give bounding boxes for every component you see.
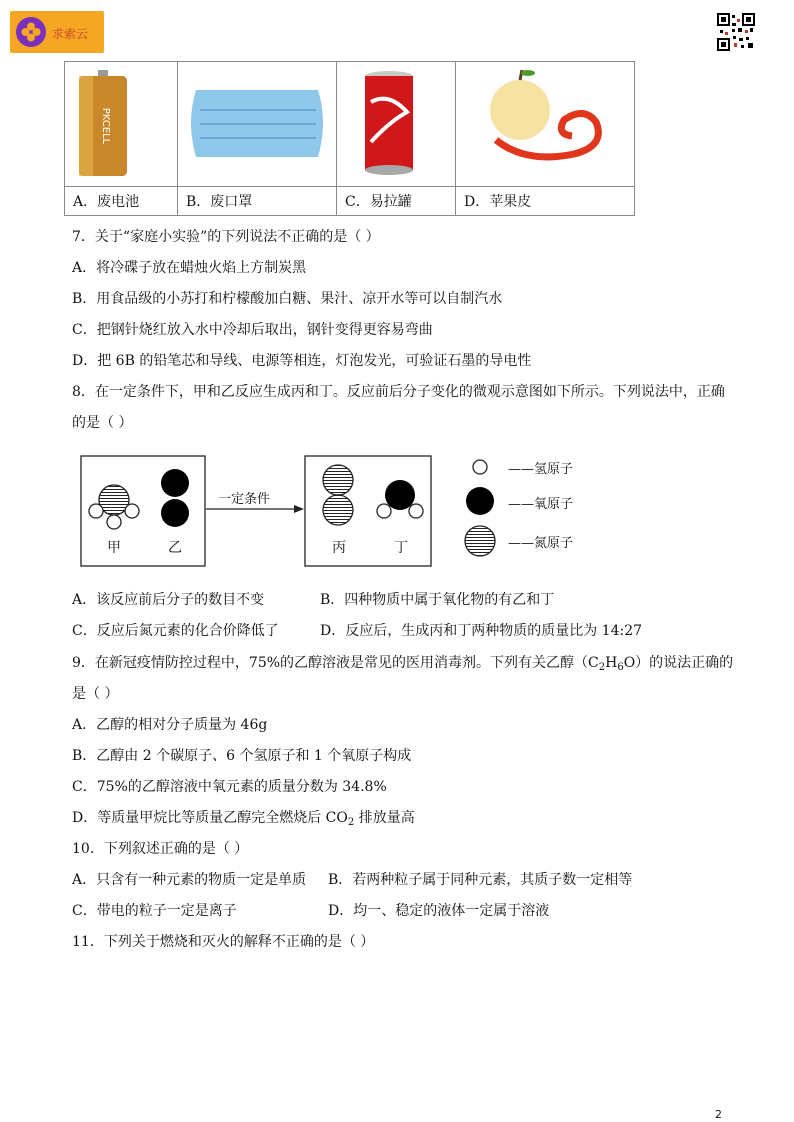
face-mask-icon [178, 62, 336, 182]
page-number: 2 [715, 1108, 722, 1121]
can-image-cell [337, 62, 456, 187]
brand-logo [10, 11, 104, 53]
q9-option-c: C．75%的乙醇溶液中氧元素的质量分数为 34.8% [72, 779, 387, 795]
battery-image-cell [65, 62, 178, 187]
q8-stem-line2: 的是（ ） [72, 415, 133, 431]
label-bing: 丙 [332, 540, 346, 556]
legend-oxygen-symbol [466, 487, 494, 515]
q9-stem-line2: 是（ ） [72, 686, 119, 702]
q10-option-d: D．均一、稳定的液体一定属于溶液 [328, 903, 550, 919]
q10-stem: 10．下列叙述正确的是（ ） [72, 841, 249, 857]
label-ding: 丁 [394, 540, 408, 556]
q11-stem: 11．下列关于燃烧和灭火的解释不正确的是（ ） [72, 934, 375, 950]
reaction-diagram [80, 455, 620, 570]
q7-stem: 7．关于“家庭小实验”的下列说法不正确的是（ ） [72, 229, 380, 245]
q7-option-d: D．把 6B 的铅笔芯和导线、电源等相连，灯泡发光，可验证石墨的导电性 [72, 353, 532, 369]
q7-option-c: C．把钢针烧红放入水中冷却后取出，钢针变得更容易弯曲 [72, 322, 433, 338]
option-c-caption: C．易拉罐 [337, 187, 456, 216]
logo-text: 求索云 [52, 27, 89, 41]
legend-hydrogen-symbol [473, 460, 487, 474]
q8-stem-line1: 8．在一定条件下，甲和乙反应生成丙和丁。反应前后分子变化的微观示意图如下所示。下列说法中，正确 [72, 384, 725, 400]
legend-nitrogen-label: ——氮原子 [508, 536, 574, 551]
label-jia: 甲 [107, 540, 121, 556]
soda-can-icon [337, 62, 455, 182]
legend-oxygen-label: ——氧原子 [508, 497, 574, 512]
q8-option-a: A．该反应前后分子的数目不变 [72, 592, 265, 608]
clover-icon [16, 17, 46, 47]
options-image-table [64, 61, 635, 216]
option-a-caption: A．废电池 [65, 187, 178, 216]
q10-option-c: C．带电的粒子一定是离子 [72, 903, 237, 919]
q9-option-b: B．乙醇由 2 个碳原子、6 个氢原子和 1 个氧原子构成 [72, 748, 412, 764]
q7-option-a: A．将冷碟子放在蜡烛火焰上方制炭黑 [72, 260, 307, 276]
legend-nitrogen-symbol [465, 526, 495, 556]
q10-option-b: B．若两种粒子属于同种元素，其质子数一定相等 [328, 872, 633, 888]
legend-hydrogen-label: ——氢原子 [508, 462, 574, 477]
battery-icon [65, 62, 177, 182]
label-yi: 乙 [168, 540, 182, 556]
qr-code-icon [716, 10, 756, 54]
q10-option-a: A．只含有一种元素的物质一定是单质 [72, 872, 307, 888]
q8-option-c: C．反应后氮元素的化合价降低了 [72, 623, 279, 639]
q9-option-a: A．乙醇的相对分子质量为 46g [72, 717, 268, 733]
mask-image-cell [178, 62, 337, 187]
option-d-caption: D．苹果皮 [456, 187, 635, 216]
q9-stem-line1: 9．在新冠疫情防控过程中，75%的乙醇溶液是常见的医用消毒剂。下列有关乙醇$(C_2H_6O)$的说法正确的 [72, 655, 734, 673]
q9-option-d: D．等质量甲烷比等质量乙醇完全燃烧后 $CO_2$ 排放量高 [72, 810, 415, 828]
apple-peel-icon [456, 62, 634, 182]
arrow-condition-label: 一定条件 [218, 492, 271, 507]
apple-peel-image-cell [456, 62, 635, 187]
option-b-caption: B．废口罩 [178, 187, 337, 216]
q8-option-d: D．反应后，生成丙和丁两种物质的质量比为 14:27 [320, 623, 643, 639]
q7-option-b: B．用食品级的小苏打和柠檬酸加白糖、果汁、凉开水等可以自制汽水 [72, 291, 503, 307]
svg-text:PKCELL: PKCELL [100, 107, 111, 145]
q8-option-b: B．四种物质中属于氧化物的有乙和丁 [320, 592, 555, 608]
